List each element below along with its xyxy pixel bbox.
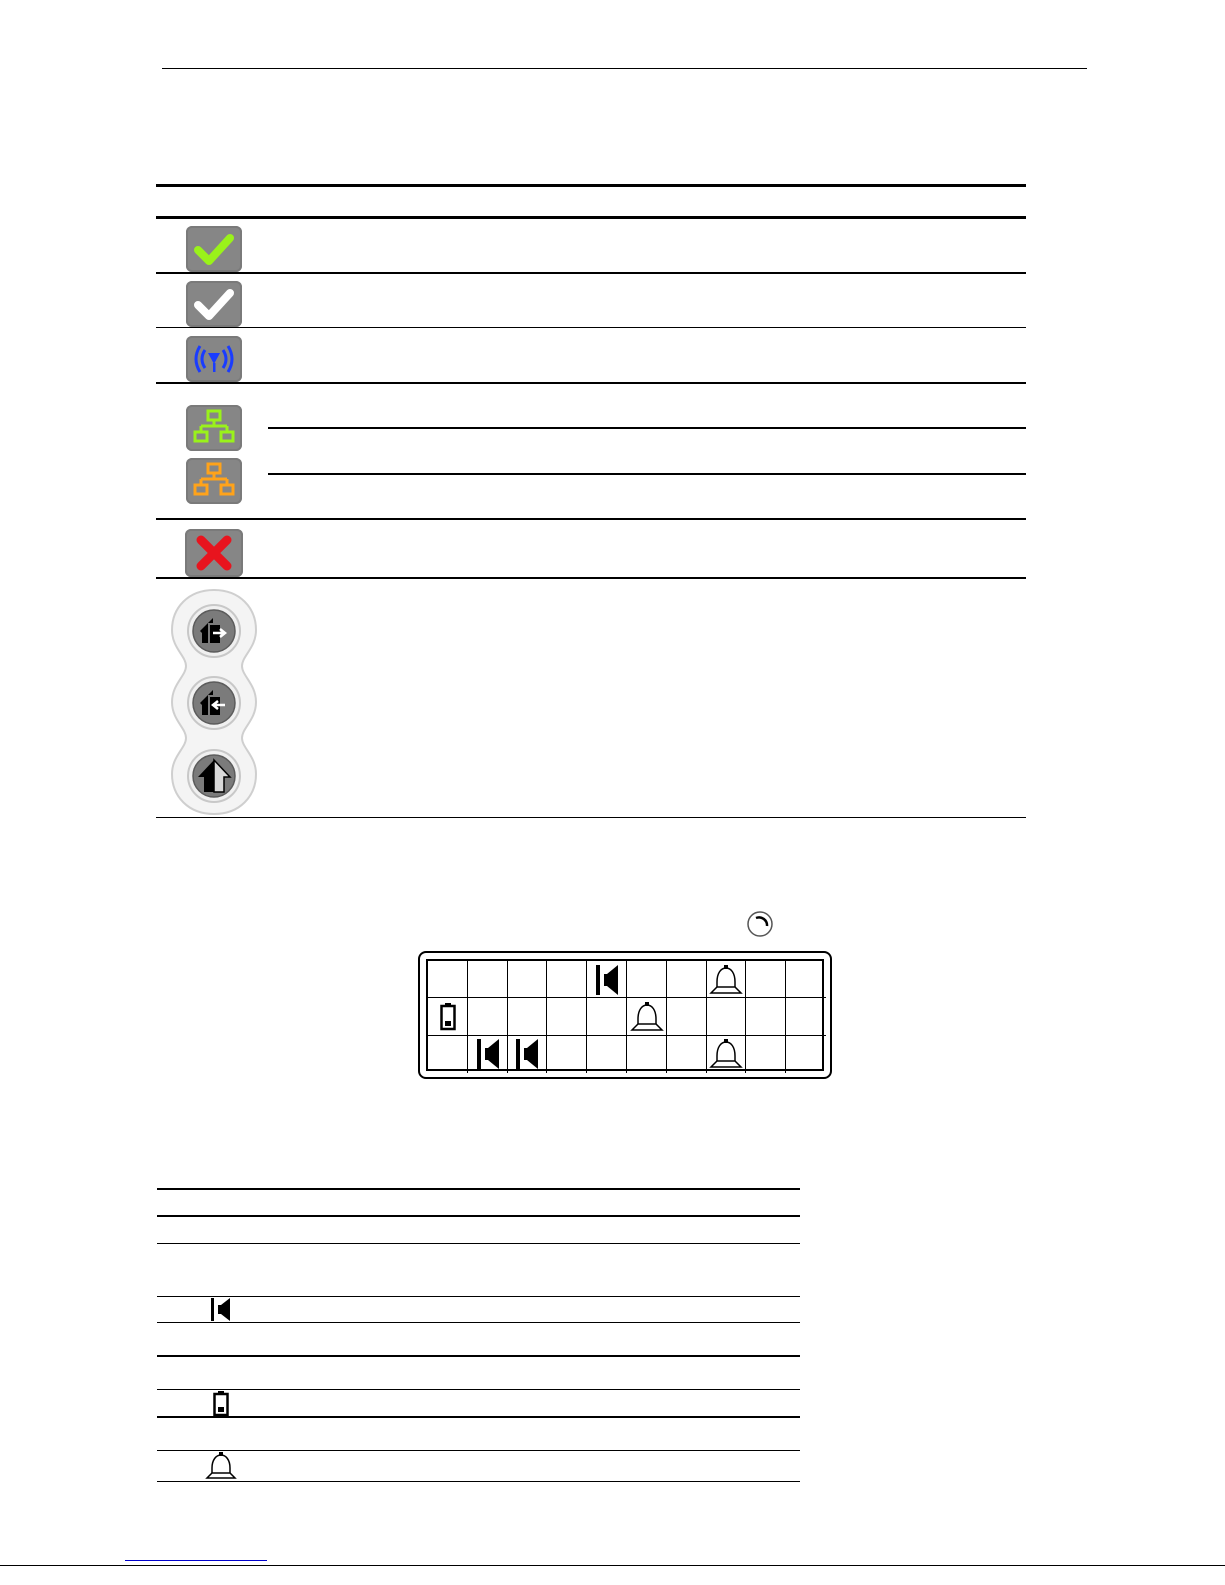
lcd-cell (627, 961, 667, 998)
legend-row-divider (157, 1355, 800, 1357)
table-bottom-rule (156, 817, 1026, 818)
lcd-cell (428, 1036, 468, 1073)
legend-bottom-rule (157, 1481, 800, 1482)
lcd-cell (547, 1036, 587, 1073)
check-white-icon (186, 281, 242, 327)
lcd-cell (468, 998, 508, 1035)
lcd-cell (587, 998, 627, 1035)
speaker-icon (208, 1297, 234, 1322)
bell-icon (709, 964, 743, 996)
battery-icon (211, 1390, 231, 1417)
network-orange-icon (186, 458, 242, 504)
lcd-cell (587, 1036, 627, 1073)
sub-row-divider (268, 427, 1026, 429)
lcd-cell (428, 998, 468, 1035)
lcd-cell (667, 961, 707, 998)
header-rule (162, 68, 1087, 69)
red-x-icon (185, 529, 243, 577)
lcd-cell (627, 1036, 667, 1073)
bell-icon (205, 1451, 237, 1481)
speaker-icon (473, 1038, 503, 1070)
lcd-cell (587, 961, 627, 998)
bell-icon (709, 1038, 743, 1070)
network-green-icon (186, 405, 242, 451)
row-divider (156, 577, 1026, 579)
table-header-rule (156, 216, 1026, 219)
check-green-icon (186, 226, 242, 272)
lcd-cell (786, 998, 826, 1035)
lcd-cell (667, 998, 707, 1035)
lcd-cell (746, 1036, 786, 1073)
house-open-icon[interactable] (186, 748, 242, 804)
footer-link-underline[interactable] (125, 1560, 267, 1561)
lcd-zone-panel (418, 951, 832, 1079)
footer-rule (0, 1565, 1225, 1566)
house-exit-icon[interactable] (186, 603, 242, 659)
lcd-cell (746, 998, 786, 1035)
lcd-cell (746, 961, 786, 998)
wireless-signal-icon (186, 336, 242, 382)
lcd-cell (547, 998, 587, 1035)
lcd-cell (508, 961, 548, 998)
lcd-cell (508, 1036, 548, 1073)
legend-top-rule (157, 1188, 800, 1190)
lcd-cell (667, 1036, 707, 1073)
house-enter-icon[interactable] (186, 675, 242, 731)
lcd-cell (428, 961, 468, 998)
speaker-icon (592, 964, 622, 996)
row-divider (156, 272, 1026, 274)
table-top-rule (156, 184, 1026, 187)
lcd-cell (627, 998, 667, 1035)
legend-row-divider (157, 1389, 800, 1390)
row-divider (156, 382, 1026, 384)
row-divider (156, 518, 1026, 520)
lcd-cell (468, 961, 508, 998)
legend-row-divider (157, 1243, 800, 1244)
battery-icon (438, 1002, 458, 1032)
lcd-cell (468, 1036, 508, 1073)
legend-row-divider (157, 1450, 800, 1451)
legend-header-rule (157, 1215, 800, 1217)
legend-row-divider (157, 1296, 800, 1297)
sub-row-divider (268, 473, 1026, 475)
lcd-cell (707, 1036, 747, 1073)
lcd-zone-grid (426, 959, 824, 1071)
lcd-cell (547, 961, 587, 998)
lcd-cell (707, 961, 747, 998)
lcd-cell (786, 1036, 826, 1073)
lcd-cell (707, 998, 747, 1035)
legend-row-divider (157, 1322, 800, 1323)
bell-icon (630, 1001, 664, 1033)
lcd-cell (786, 961, 826, 998)
row-divider (156, 327, 1026, 328)
speaker-icon (512, 1038, 542, 1070)
lcd-cell (508, 998, 548, 1035)
legend-row-divider (157, 1416, 800, 1418)
refresh-icon (746, 910, 774, 938)
